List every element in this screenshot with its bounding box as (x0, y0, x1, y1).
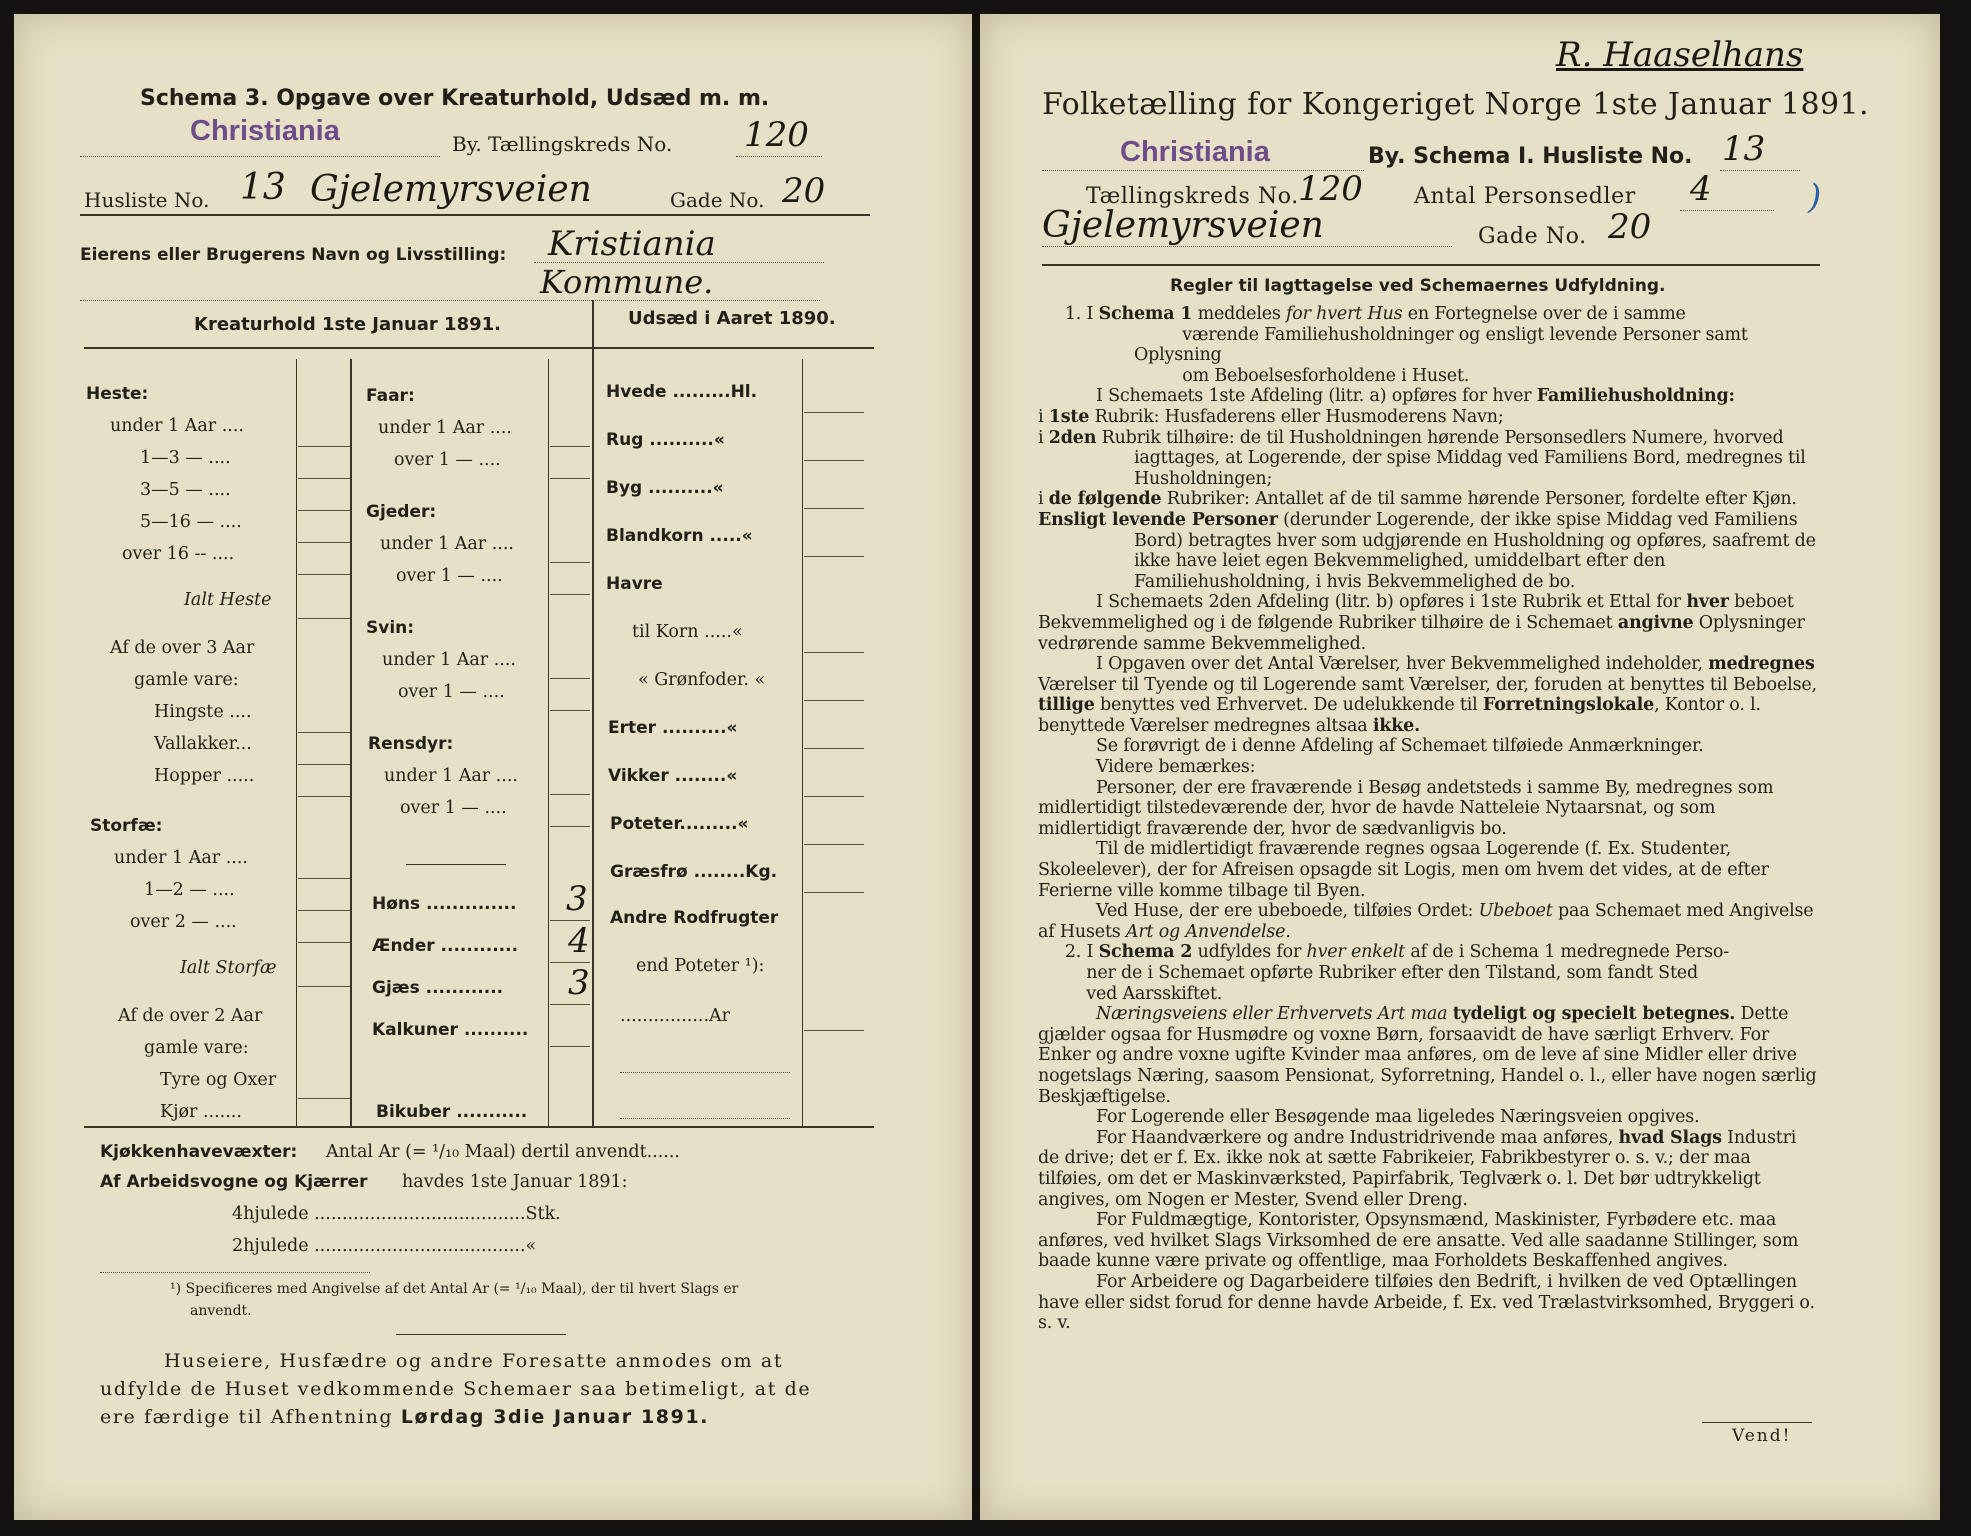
rule-line (80, 300, 820, 301)
entry-line (550, 962, 590, 963)
column-rule (548, 359, 549, 1127)
hvede: Hvede .........Hl. (606, 382, 758, 402)
kjokkenhave-label: Kjøkkenhavevæxter: (100, 1142, 298, 1162)
havre-gronfoder: « Grønfoder. « (638, 670, 766, 690)
entry-line (804, 796, 864, 797)
kalkuner-label: Kalkuner .......... (372, 1020, 529, 1040)
vallakker: Vallakker... (154, 734, 252, 754)
faar-over-1: over 1 — .... (394, 450, 501, 470)
rule-line (1720, 170, 1800, 171)
rensdyr-under-1: under 1 Aar .... (384, 766, 518, 786)
storfae-under-1: under 1 Aar .... (114, 848, 248, 868)
vikker: Vikker ........« (608, 766, 738, 786)
rules-text: 1. I Schema 1 meddeles for hvert Hus en Fortegnelse over de i samme værende Familiehusholdninger og ensligt levende Personer samt Oplysning om Beboelsesforholdene i Huset. I Schemaets 1ste Afdeling (litr. a) opføres for hver Familiehusholdning: i 1ste Rubrik: Husfaderens eller Husmoderens Navn; i 2den Rubrik tilhøire: de til Husholdningen hørende Personsedlers Numere, hvorved iagttages, at Logerende, der spise Middag ved Familiens Bord, medregnes til Husholdningen; i de følgende Rubriker: Antallet af de til samme hørende Personer, fordelte efter Kjøn. Ensligt levende Personer (derunder Logerende, der ikke spise Middag ved Familiens Bord) betragtes hver som udgjørende en Husholdning og opføres, saafremt de ikke have leiet egen Bekvemmelighed, umiddelbart efter den Familiehusholdning, i hvis Bekvemmelighed de bo. I Schemaets 2den Afdeling (litr. b) opføres i 1ste Rubrik et Ettal for hver beboet Bekvemmelighed og i de følgende Rubriker tilhøire de i Schemaet angivne Oplysninger vedrørende samme Bekvemmelighed. I Opgaven over det Antal Værelser, hver Bekvemmelighed indeholder, medregnes Værelser til Tyende og til Logerende samt Værelser, der, foruden at benyttes til Beboelse, tillige benyttes ved Erhvervet. De udelukkende til Forretningslokale, Kontor o. l. benyttede Værelser medregnes altsaa ikke. Se forøvrigt de i denne Afdeling af Schemaet tilføiede Anmærkninger. Videre bemærkes: Personer, der ere fraværende i Besøg andetsteds i samme By, medregnes som midlertidigt tilstedeværende der, hvor de havde Natteleie Nytaarsnat, og som midlertidigt fraværende der, hvor de sædvanligvis bo. Til de midlertidigt fraværende regnes ogsaa Logerende (f. Ex. Studenter, Skoleelever), der for Afreisen opsagde sit Logis, men om hvem det vides, at de efter Ferierne ville komme tilbage til Byen. Ved Huse, der ere ubeboede, tilføies Ordet: Ubeboet paa Schemaet med Angivelse af Husets Art og Anvendelse. 2. I Schema 2 udfyldes for hver enkelt af de i Schema 1 medregnede Perso- ner de i Schemaet opførte Rubriker efter den Tilstand, som fandt Sted ved Aarsskiftet. Næringsveiens eller Erhvervets Art maa tydeligt og specielt betegnes. Dette gjælder ogsaa for Husmødre og voxne Børn, forsaavidt de have særligt Erhverv. For Enker og andre voxne ugifte Kvinder maa anføres, om de leve af sine Midler eller drive nogetslags Næring, saasom Pensionat, Syforretning, Handel o. l., eller have nogen særlig Beskjæftigelse. For Logerende eller Besøgende maa ligeledes Næringsveien opgives. For Haandværkere og andre Industridrivende maa anføres, hvad Slags Industri de drive; det er f. Ex. ikke nok at sætte Fabrikeier, Fabrikbestyrer o. s. v.; der maa tilføies, om det er Maskinværksted, Papirfabrik, Teglværk o. l. Det bør udtrykkeligt angives, om Nogen er Mester, Svend eller Dreng. For Fuldmægtige, Kontorister, Opsynsmænd, Maskinister, Fyrbødere etc. maa anføres, ved hvilket Slags Virksomhed de ere ansatte. Ved alle saadanne Stillinger, som baade kunne være private og offentlige, maa Forholdets Beskaffenhed angives. For Arbeidere og Dagarbeidere tilføies den Bedrift, i hvilken de ved Optællingen have eller sidst forud for denne havde Arbeide, f. Ex. ved Trælastvirksomhed, Bryggeri o. s. v. (1038, 304, 1817, 1334)
entry-line (550, 794, 590, 795)
left-page-schema-3 (14, 14, 972, 1520)
entry-line (298, 574, 350, 575)
storfae-heading: Storfæ: (90, 816, 163, 836)
hingste: Hingste .... (154, 702, 252, 722)
svin-over-1: over 1 — .... (398, 682, 505, 702)
heste-over-16: over 16 -- .... (122, 544, 235, 564)
antal-personsedler-number: 4 (1690, 169, 1712, 209)
rensdyr-heading: Rensdyr: (368, 734, 454, 754)
entry-line (298, 986, 350, 987)
entry-line (550, 594, 590, 595)
aender-value: 4 (568, 921, 590, 961)
gjaes-value: 3 (568, 963, 590, 1003)
entry-line (298, 910, 350, 911)
poteter: Poteter.........« (610, 814, 749, 834)
gjaes-label: Gjæs ............ (372, 978, 504, 998)
heste-af-de-over: Af de over 3 Aar (110, 638, 255, 658)
right-kreds-number: 120 (1298, 169, 1363, 209)
owner-line-2: Kommune. (540, 263, 714, 301)
kjor: Kjør ....... (160, 1102, 242, 1122)
rule-line (1680, 210, 1774, 211)
rule-line (1702, 1422, 1812, 1423)
husliste-number: 13 (240, 167, 286, 208)
heste-5-16: 5—16 — .... (140, 512, 242, 532)
entry-line (550, 446, 590, 447)
graesfro: Græsfrø ........Kg. (610, 862, 778, 882)
entry-line (298, 942, 350, 943)
entry-line (298, 796, 350, 797)
hopper: Hopper ..... (154, 766, 255, 786)
entry-line (550, 478, 590, 479)
entry-line (298, 618, 350, 619)
notice-line-2: udfylde de Huset vedkommende Schemaer saa betimeligt, at de (100, 1378, 812, 1400)
column-rule (802, 359, 803, 1127)
bikuber-label: Bikuber ........... (376, 1102, 528, 1122)
storfae-af-de-over: Af de over 2 Aar (118, 1006, 263, 1026)
svin-under-1: under 1 Aar .... (382, 650, 516, 670)
rule-line (1042, 246, 1452, 247)
owner-label: Eierens eller Brugerens Navn og Livsstilling: (80, 245, 507, 265)
right-gade-number: 20 (1608, 207, 1652, 247)
rule-line (396, 1334, 566, 1335)
heste-3-5: 3—5 — .... (140, 480, 231, 500)
four-wheeled: 4hjulede ......................................Stk. (232, 1204, 561, 1224)
rule-line (620, 1118, 790, 1119)
udsaed-header: Udsæd i Aaret 1890. (628, 308, 836, 329)
right-city-stamp: Christiania (1120, 136, 1270, 168)
hons-value: 3 (566, 879, 588, 919)
entry-line (804, 892, 864, 893)
kreds-number: 120 (744, 115, 809, 155)
by-kreds-label: By. Tællingskreds No. (452, 132, 673, 156)
right-husliste-number: 13 (1722, 129, 1766, 169)
rule-line (736, 156, 822, 157)
right-page-schema-1 (980, 14, 1940, 1520)
notice-line-3-text: ere færdige til Afhentning (100, 1406, 394, 1428)
right-gade-label: Gade No. (1478, 224, 1587, 249)
husliste-label: Husliste No. (84, 188, 210, 212)
heste-1-3: 1—3 — .... (140, 448, 231, 468)
entry-line (298, 732, 350, 733)
entry-line (550, 1046, 590, 1047)
havre: Havre (606, 574, 663, 594)
entry-line (550, 826, 590, 827)
heste-heading: Heste: (86, 384, 149, 404)
rule-1: 1. I Schema 1 meddeles for hvert Hus en Fortegnelse over de i samme værende Familiehusholdninger og ensligt levende Personer samt Oplysning om Beboelsesforholdene i Huset. (1038, 304, 1748, 386)
rule-line (100, 1272, 370, 1273)
erter: Erter ..........« (608, 718, 738, 738)
gjeder-under-1: under 1 Aar .... (380, 534, 514, 554)
heste-under-1: under 1 Aar .... (110, 416, 244, 436)
column-rule (350, 359, 352, 1127)
heste-gamle-vare: gamle vare: (134, 670, 239, 690)
rule-line (620, 1072, 790, 1073)
rug: Rug ..........« (606, 430, 725, 450)
storfae-gamle-vare: gamle vare: (144, 1038, 249, 1058)
faar-heading: Faar: (366, 386, 415, 406)
rensdyr-over-1: over 1 — .... (400, 798, 507, 818)
blandkorn: Blandkorn .....« (606, 526, 753, 546)
vend-label: Vend! (1732, 1426, 1792, 1446)
tyre-og-oxer: Tyre og Oxer (160, 1070, 277, 1090)
antal-personsedler-label: Antal Personsedler (1414, 184, 1636, 209)
table-divider (592, 300, 594, 1128)
svin-heading: Svin: (366, 618, 415, 638)
entry-line (804, 748, 864, 749)
enumerator-signature: R. Haaselhans (1556, 35, 1804, 75)
header-rule (80, 214, 870, 216)
entry-line (298, 542, 350, 543)
ialt-storfae: Ialt Storfæ (180, 958, 277, 978)
aender-label: Ænder ............ (372, 936, 519, 956)
storfae-1-2: 1—2 — .... (144, 880, 235, 900)
entry-line (298, 878, 350, 879)
faar-under-1: under 1 Aar .... (378, 418, 512, 438)
entry-line (550, 678, 590, 679)
street-name: Gjelemyrsveien (310, 169, 592, 210)
taellingskreds-label: Tællingskreds No. (1086, 184, 1299, 209)
entry-line (804, 844, 864, 845)
entry-line (804, 556, 864, 557)
entry-line (298, 764, 350, 765)
census-title: Folketælling for Kongeriget Norge 1ste Januar 1891. (1042, 87, 1869, 122)
andre-rodfrugter: Andre Rodfrugter (610, 908, 779, 928)
table-bottom-rule (84, 1126, 874, 1128)
blue-pencil-mark: ) (1808, 177, 1822, 217)
rule-2: 2. I Schema 2 udfyldes for hver enkelt af de i Schema 1 medregnede Perso- ner de i Schemaet opførte Rubriker efter den Tilstand, som fandt Sted ved Aarsskiftet. (1038, 942, 1729, 1004)
end-poteter: end Poteter ¹): (636, 956, 765, 976)
notice-deadline: Lørdag 3die Januar 1891. (400, 1406, 710, 1428)
by-schema-husliste: By. Schema I. Husliste No. (1368, 144, 1693, 169)
two-wheeled: 2hjulede ......................................« (232, 1236, 537, 1256)
entry-line (550, 920, 590, 921)
entry-line (804, 508, 864, 509)
ialt-heste: Ialt Heste (184, 590, 272, 610)
column-rule (296, 359, 297, 1127)
arbeidsvogne-label: Af Arbeidsvogne og Kjærrer (100, 1172, 368, 1192)
entry-line (804, 700, 864, 701)
kjokkenhave-text: Antal Ar (= ¹/₁₀ Maal) dertil anvendt...... (326, 1142, 680, 1162)
header-rule (1042, 264, 1820, 266)
entry-line (804, 412, 864, 413)
arbeidsvogne-text: havdes 1ste Januar 1891: (402, 1172, 628, 1192)
table-top-rule (84, 347, 874, 349)
entry-line (550, 710, 590, 711)
gade-number: 20 (782, 171, 826, 211)
entry-line (298, 478, 350, 479)
notice-line-1: Huseiere, Husfædre og andre Foresatte anmodes om at (164, 1350, 784, 1372)
city-stamp: Christiania (190, 115, 340, 147)
footnote-line-1: ¹) Specificeres med Angivelse af det Antal Ar (= ¹/₁₀ Maal), der til hvert Slags er (170, 1281, 739, 1297)
entry-line (298, 1098, 350, 1099)
rules-title: Regler til Iagttagelse ved Schemaernes Udfyldning. (1170, 276, 1666, 296)
byg: Byg ..........« (606, 478, 724, 498)
kreaturhold-header: Kreaturhold 1ste Januar 1891. (194, 314, 501, 335)
rodfrugter-ar: ................Ar (620, 1006, 731, 1026)
entry-line (804, 1030, 864, 1031)
gjeder-over-1: over 1 — .... (396, 566, 503, 586)
notice-line-3 (100, 1408, 709, 1427)
hons-label: Høns .............. (372, 894, 517, 914)
storfae-over-2: over 2 — .... (130, 912, 237, 932)
entry-line (550, 562, 590, 563)
rule-line (534, 262, 824, 263)
entry-line (804, 460, 864, 461)
entry-line (550, 1004, 590, 1005)
footnote-line-2: anvendt. (190, 1303, 252, 1319)
schema-3-title: Schema 3. Opgave over Kreaturhold, Udsæd m. m. (140, 86, 770, 111)
havre-til-korn: til Korn .....« (632, 622, 743, 642)
rule-line (80, 156, 440, 157)
owner-line-1: Kristiania (548, 224, 716, 264)
entry-line (298, 446, 350, 447)
gade-label: Gade No. (670, 188, 765, 212)
rule-line (406, 864, 506, 865)
gjeder-heading: Gjeder: (366, 502, 437, 522)
entry-line (804, 652, 864, 653)
right-street-name: Gjelemyrsveien (1042, 205, 1324, 246)
entry-line (298, 510, 350, 511)
